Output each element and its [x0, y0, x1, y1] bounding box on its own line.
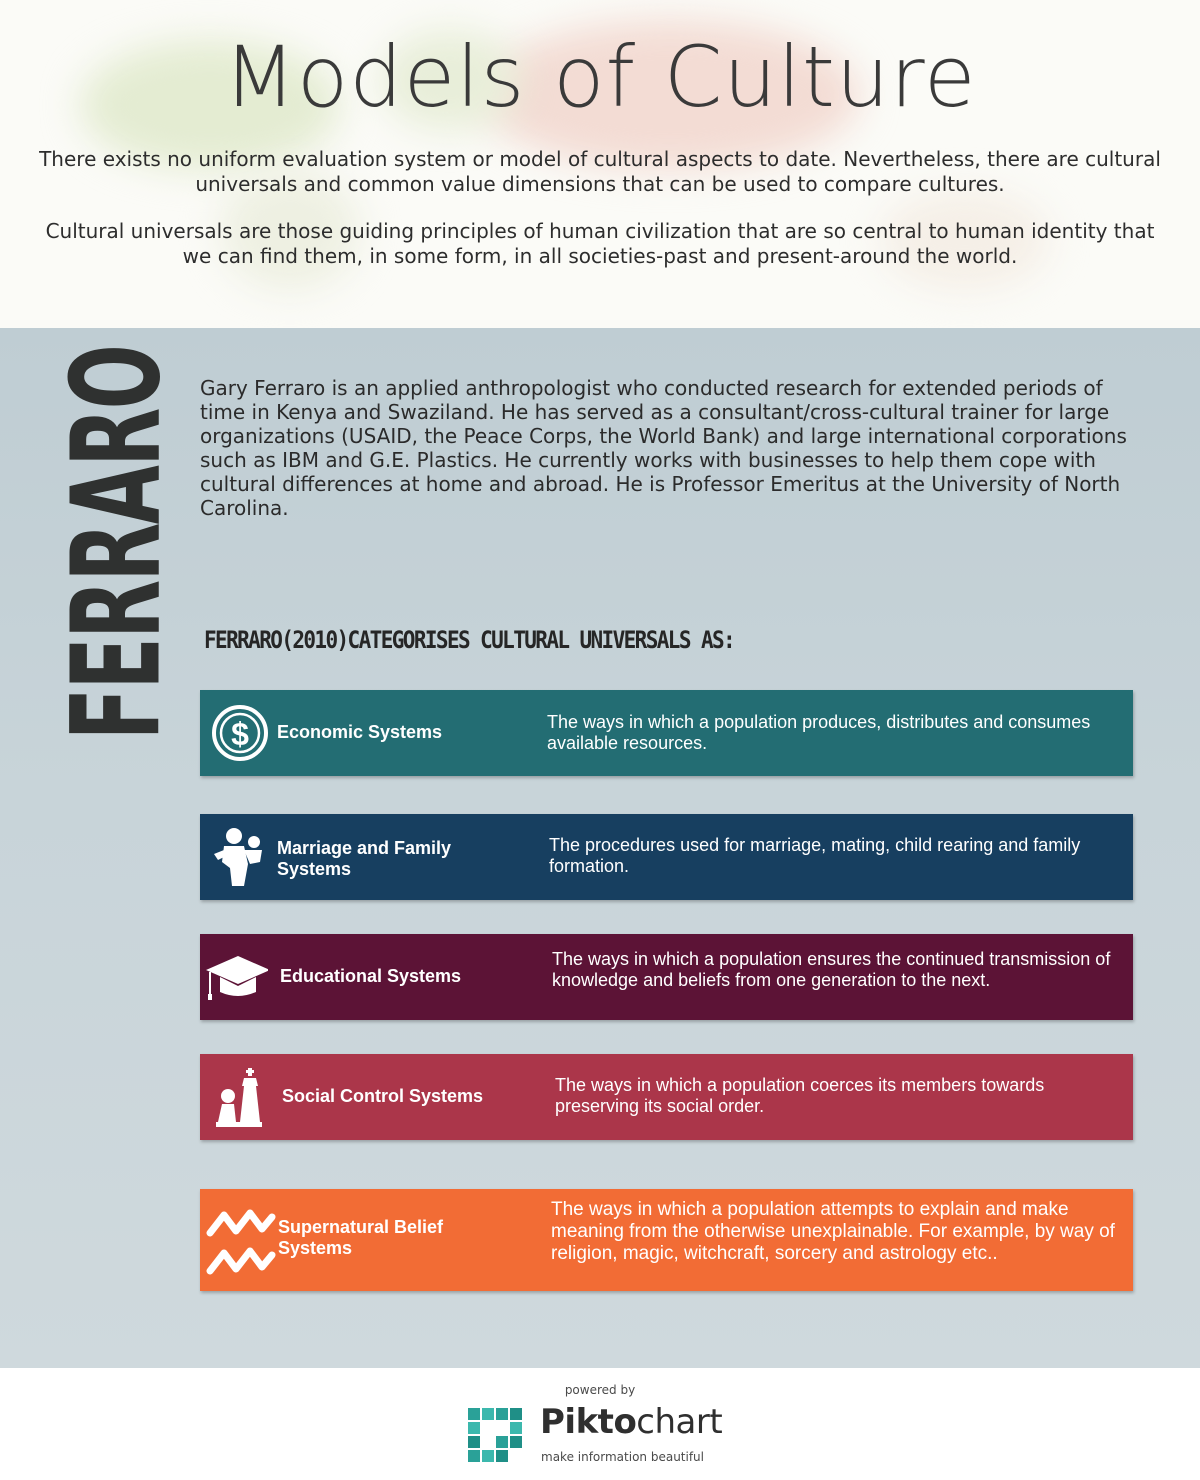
category-social-control-systems	[200, 1054, 1133, 1140]
graduation-cap-icon	[204, 946, 268, 1010]
category-description: The ways in which a population produces, distributes and consumes available resources.	[547, 712, 1091, 753]
piktochart-logo-icon[interactable]	[466, 1406, 528, 1468]
category-description: The ways in which a population attempts to explain and make meaning from the otherwise unexplainable. For example, by way of religion, magic, witchcraft, sorcery and astrology etc..	[551, 1199, 1115, 1264]
category-educational-systems	[200, 934, 1133, 1020]
aquarius-icon	[206, 1203, 276, 1279]
piktochart-wordmark[interactable]	[540, 1402, 722, 1442]
ferraro-bio: Gary Ferraro is an applied anthropologist who conducted research for extended periods of time in Kenya and Swaziland. He has served as a consultant/cross-cultural trainer for large organizations (USAID, the Peace Corps, the World Bank) and large international corporations such as IBM and G.E. Plastics. He currently works with businesses to help them cope with cultural differences at home and abroad. He is Professor Emeritus at the University of North Carolina.	[200, 376, 1127, 520]
powered-by-label: powered by	[564, 1383, 636, 1397]
chess-pieces-icon	[212, 1066, 276, 1130]
svg-text:$: $	[231, 716, 249, 752]
category-economic-systems	[200, 690, 1133, 776]
category-name: Supernatural Belief Systems	[278, 1217, 444, 1258]
ferraro-vertical-title-text: FERRARO	[45, 345, 189, 741]
family-icon	[210, 824, 274, 888]
intro-paragraph-2: Cultural universals are those guiding principles of human civilization that are so central to human identity that we can find them, in some form, in all societies-past and present-around the world.	[45, 219, 1155, 268]
category-name: Economic Systems	[277, 722, 443, 742]
ferraro-vertical-title	[45, 290, 189, 795]
brand-light: chart	[636, 1402, 723, 1442]
intro-paragraph-1: There exists no uniform evaluation system or model of cultural aspects to date. Nevertheless, there are cultural universals and common value dimensions that can be used to compare cultures.	[39, 147, 1161, 196]
category-marriage-family-systems	[200, 814, 1133, 900]
category-name: Social Control Systems	[282, 1086, 484, 1106]
category-supernatural-belief-systems	[200, 1189, 1133, 1291]
dollar-icon	[208, 701, 272, 765]
brand-bold: Pikto	[540, 1402, 637, 1442]
page-title: Models of Culture	[223, 28, 977, 126]
category-description: The ways in which a population coerces its members towards preserving its social order.	[555, 1075, 1045, 1116]
category-description: The procedures used for marriage, mating, child rearing and family formation.	[549, 835, 1081, 876]
category-name: Educational Systems	[280, 966, 462, 986]
piktochart-tagline: make information beautiful	[541, 1450, 704, 1464]
category-description: The ways in which a population ensures the continued transmission of knowledge and beliefs from one generation to the next.	[552, 949, 1111, 990]
categories-subheading: FERRARO(2010)CATEGORISES CULTURAL UNIVERSALS AS:	[204, 626, 735, 654]
category-name: Marriage and Family Systems	[277, 838, 452, 879]
